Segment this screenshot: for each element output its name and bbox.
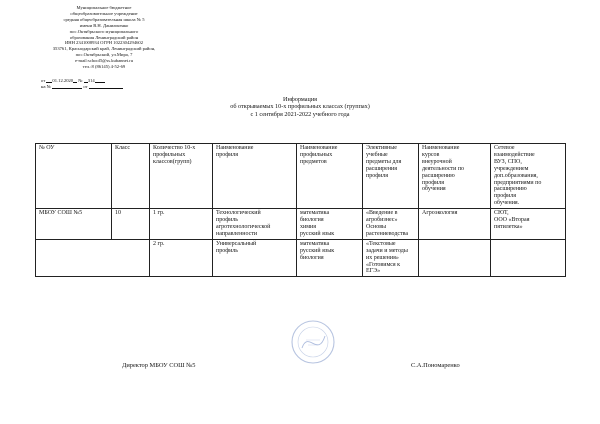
cell-line: пятилетка» xyxy=(494,223,523,230)
column-header xyxy=(297,144,363,209)
cell-line: обучения xyxy=(422,186,446,193)
heading-title: Информация xyxy=(283,96,317,103)
cell-line: профильных xyxy=(153,151,186,158)
letterhead-line: тел.:8 (86145) 4-52-69 xyxy=(82,64,126,70)
cell-line: профиля xyxy=(422,179,445,186)
letterhead-line: пос.Октябрьский, ул.Мира, 7 xyxy=(75,52,133,58)
column-header xyxy=(36,144,112,209)
letterhead-line: имени В.Н. Данильченко xyxy=(79,22,129,28)
letterhead-line: пос.Октябрьского муниципального xyxy=(69,28,139,34)
letterhead-line: Муниципальное бюджетное xyxy=(76,5,132,10)
cell-line: учреждением xyxy=(494,165,529,172)
column-header xyxy=(491,144,566,209)
table-cell xyxy=(213,239,297,277)
letterhead-line: e-mail:school5@ss.kubannet.ru xyxy=(74,58,134,64)
table-cell xyxy=(491,209,566,240)
date-value: 01.12.2020 xyxy=(52,78,74,83)
cell-line: доп.образования, xyxy=(494,172,538,179)
cell-line: их решения» xyxy=(366,254,399,261)
cell-line: классов(групп) xyxy=(153,158,192,165)
table-cell xyxy=(363,209,419,240)
letterhead-line: ИНН 2341008934 ОГРН 1022304294602 xyxy=(64,40,144,46)
cell-line: Количество 10-х xyxy=(153,145,196,151)
cell-line: профильных xyxy=(300,151,333,158)
heading-period: с 1 сентября 2021-2022 учебного года xyxy=(250,110,350,118)
reference-number-prefix: на № xyxy=(41,84,52,89)
cell-line: растениеводства xyxy=(366,230,409,237)
cell-line: направленности xyxy=(216,230,258,237)
cell-line: расширения xyxy=(366,165,398,172)
number-sign: № xyxy=(78,78,83,83)
table-cell xyxy=(297,239,363,277)
letterhead xyxy=(36,5,172,70)
cell-line: профиль xyxy=(216,217,239,224)
director-name: С.А.Пономаренко xyxy=(411,362,460,369)
table-cell xyxy=(150,239,213,277)
cell-line: Сетевое xyxy=(494,145,515,151)
cell-line: задачи и методы xyxy=(366,247,408,254)
cell-line: профиля xyxy=(216,151,239,158)
cell-line: Элективные xyxy=(366,145,397,151)
director-title: Директор МБОУ СОШ №5 xyxy=(122,362,196,369)
cell-line: Основы xyxy=(366,223,387,230)
cell-line: предметы для xyxy=(366,158,402,165)
letterhead-line: средняя общеобразовательная школа № 5 xyxy=(63,16,145,22)
table-row xyxy=(36,239,566,277)
heading-subtitle: об открываемых 10-х профильных классах (группах) xyxy=(230,103,370,111)
cell-line: расширению xyxy=(494,186,527,193)
reference-date-prefix: от xyxy=(83,84,88,89)
table-cell xyxy=(112,209,150,240)
table-cell xyxy=(36,209,112,240)
cell-line: русский язык xyxy=(300,247,335,254)
cell-line: Агроэкология xyxy=(422,210,458,217)
table-cell xyxy=(363,239,419,277)
cell-line: «Готовимся к xyxy=(366,261,401,268)
column-header xyxy=(419,144,491,209)
outgoing-number: 314 xyxy=(87,78,95,83)
cell-line: ВУЗ, СПО, xyxy=(494,158,522,165)
cell-line: ООО «Вторая xyxy=(494,217,530,224)
cell-line: обучения. xyxy=(494,200,520,207)
table-row xyxy=(36,209,566,240)
cell-line: курсов xyxy=(422,151,440,158)
table-cell xyxy=(297,209,363,240)
cell-line: «Введение в xyxy=(366,210,398,217)
letterhead-line: образования Ленинградский район xyxy=(69,34,139,40)
cell-line: «Текстовые xyxy=(366,240,396,247)
cell-line: учебные xyxy=(366,151,388,158)
cell-line: внеурочной xyxy=(422,158,452,165)
table-header-row xyxy=(36,144,566,209)
cell-line: агротехнологической xyxy=(216,223,271,230)
cell-line: биология xyxy=(300,254,324,261)
column-header xyxy=(213,144,297,209)
cell-line: Наименование xyxy=(300,145,338,151)
cell-line: биология xyxy=(300,217,324,224)
cell-line: Наименование xyxy=(216,145,254,151)
cell-line: предметов xyxy=(300,158,327,165)
cell-line: СЮТ, xyxy=(494,210,509,217)
table-cell xyxy=(419,209,491,240)
school-seal xyxy=(288,318,338,366)
letterhead-line: общеобразовательное учреждение xyxy=(70,10,138,16)
cell-line: агробизнес» xyxy=(366,217,398,224)
letterhead-line: 353761, Краснодарский край, Ленинградский район, xyxy=(52,46,156,52)
cell-line: русский язык xyxy=(300,230,335,237)
merged-cell xyxy=(36,239,150,277)
column-header xyxy=(150,144,213,209)
table-cell xyxy=(491,239,566,277)
cell-line: взаимодействие xyxy=(494,151,535,158)
cell-line: профиля xyxy=(366,172,389,179)
table-cell xyxy=(419,239,491,277)
cell-line: профиля xyxy=(494,193,517,200)
table-cell xyxy=(150,209,213,240)
cell-line: деятельности по xyxy=(422,165,465,172)
column-header xyxy=(112,144,150,209)
reference-number-line xyxy=(41,83,123,89)
cell-line: 2 гр. xyxy=(153,240,165,247)
profile-classes-table xyxy=(35,143,566,277)
column-header xyxy=(363,144,419,209)
cell-line: профиль xyxy=(216,247,239,254)
cell-line: Технологический xyxy=(216,210,261,217)
cell-line: 1 гр. xyxy=(153,210,165,217)
cell-line: МБОУ СОШ №5 xyxy=(39,210,83,217)
cell-line: математика xyxy=(300,210,330,217)
cell-line: предприятиями по xyxy=(494,179,542,186)
cell-line: химия xyxy=(300,223,316,230)
table-body xyxy=(36,209,566,277)
cell-line: Класс xyxy=(115,145,130,151)
cell-line: 10 xyxy=(115,210,121,217)
cell-line: Наименование xyxy=(422,145,460,151)
table-cell xyxy=(213,209,297,240)
cell-line: расширению xyxy=(422,172,455,179)
cell-line: ЕГЭ» xyxy=(366,268,381,275)
cell-line: Универсальный xyxy=(216,240,257,247)
cell-line: математика xyxy=(300,240,330,247)
cell-line: № ОУ xyxy=(39,145,55,151)
document-heading xyxy=(0,96,600,118)
date-prefix: от xyxy=(41,78,46,83)
